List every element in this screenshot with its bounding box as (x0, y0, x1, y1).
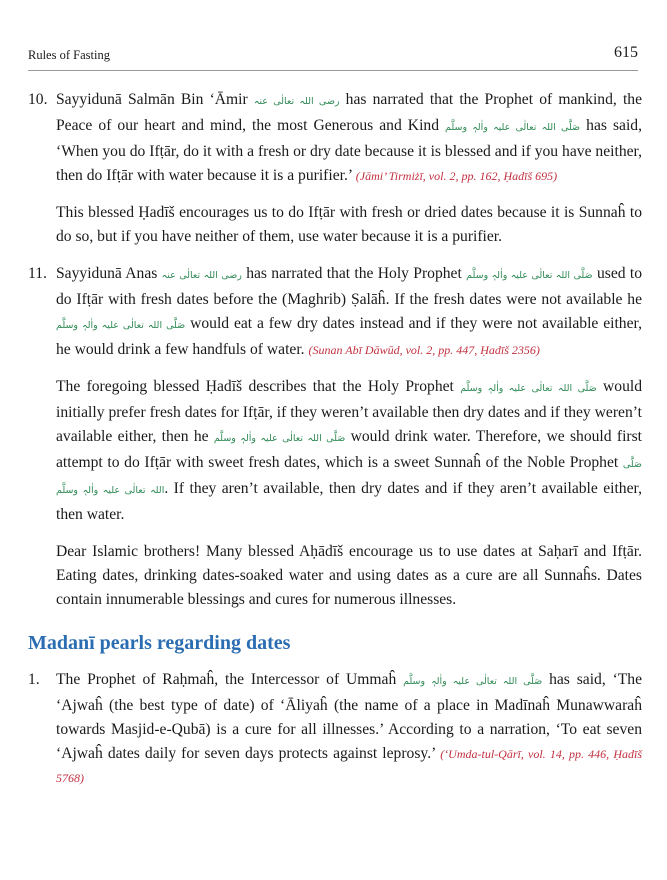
honorific-glyph: صَلَّی اللہ تعالٰی علیہ واٰلہٖ وسلَّم (213, 433, 346, 444)
para-text: The foregoing blessed Ḥadīš describes that the Holy Prophet (56, 378, 461, 395)
honorific-glyph: رضی اللہ تعالٰی عنہ (253, 96, 340, 107)
item-text: has narrated that the Holy Prophet (241, 265, 467, 282)
honorific-glyph: رضی اللہ تعالٰی عنہ (161, 270, 242, 281)
para-text: . If they aren’t available, then dry dates and if they aren’t available either, then water. (56, 480, 642, 523)
item-number: 10. (28, 91, 48, 108)
honorific-glyph: صَلَّی اللہ تعالٰی علیہ واٰلہٖ وسلَّم (56, 459, 642, 496)
reference: (‘Umda-tul-Qārī, vol. 14, pp. 446, Ḥadīš 5768) (56, 747, 642, 785)
item-text: would eat a few dry dates instead and if they were not available either, he would drink a few handfuls of water. (56, 315, 642, 358)
item-text: Sayyidunā Salmān Bin ‘Āmir (56, 91, 254, 108)
pearl-item-1 (28, 668, 642, 790)
item-text: The Prophet of Raḥmaĥ, the Intercessor of Ummaĥ (56, 671, 404, 688)
reference: (Jāmi’ Tirmiżī, vol. 2, pp. 162, Ḥadīš 695) (355, 169, 558, 183)
item-number: 1. (28, 671, 40, 688)
honorific-glyph: صَلَّی اللہ تعالٰی علیہ واٰلہٖ وسلَّم (445, 122, 581, 133)
para-text: would drink water. Therefore, we should first attempt to do Ifṭār with sweet fresh dates, which is a sweet Sunnaĥ of the Noble Prophet (56, 428, 642, 471)
section-heading: Madanī pearls regarding dates (28, 632, 291, 654)
item-text: Sayyidunā Anas (56, 265, 162, 282)
item-text: used to do Ifṭār with fresh dates before the (Maghrib) Ṣalāĥ. If the fresh dates were not available he (56, 265, 642, 308)
item-text: has narrated that the Prophet of mankind, the Peace of our heart and mind, the most Generous and Kind (56, 91, 643, 134)
item-number: 11. (28, 265, 47, 282)
running-title: Rules of Fasting (28, 48, 110, 62)
paragraph-1: This blessed Ḥadīš encourages us to do Ifṭār with fresh or dried dates because it is Sunnaĥ to do so, but if you have neither of them, use water because it is a purifier. (56, 204, 642, 245)
page-number: 615 (614, 44, 638, 61)
honorific-glyph: صَلَّی اللہ تعالٰی علیہ واٰلہٖ وسلَّم (466, 270, 593, 281)
honorific-glyph: صَلَّی اللہ تعالٰی علیہ واٰلہٖ وسلَّم (403, 676, 543, 687)
list-item-10 (28, 88, 642, 188)
reference: (Sunan Abī Dāwūd, vol. 2, pp. 447, Ḥadīš 2356) (308, 343, 540, 357)
honorific-glyph: صَلَّی اللہ تعالٰی علیہ واٰلہٖ وسلَّم (56, 320, 186, 331)
item-text: has said, ‘When you do Ifṭār, do it with a fresh or dry date because it is blessed and if you have neither, then do Ifṭār with water because it is a purifier.’ (56, 117, 642, 184)
paragraph-2 (28, 375, 642, 527)
paragraph-3: Dear Islamic brothers! Many blessed Aḥādīš encourage us to use dates at Saḥarī and Ifṭār. Eating dates, drinking dates-soaked water and using dates as a cure are all Sunnaĥs. Dates contain innumerable blessings and cures for numerous illnesses. (56, 543, 642, 608)
item-text: has said, ‘The ‘Ajwaĥ (the best type of date) of ‘Āliyaĥ (the name of a place in Madīnaĥ Munawwaraĥ towards Masjid-e-Qubā) is a cure for all illnesses.’ According to a narration, ‘To eat seven ‘Ajwaĥ dates daily for seven days protects against leprosy.’ (56, 671, 643, 762)
page-header (28, 46, 638, 72)
header-rule (28, 70, 638, 71)
list-item-11 (28, 262, 642, 362)
honorific-glyph: صَلَّی اللہ تعالٰی علیہ واٰلہٖ وسلَّم (460, 383, 597, 394)
page-body (28, 88, 642, 803)
para-text: would initially prefer fresh dates for Ifṭār, if they weren’t available then dry dates and if they weren’t available either, then he (56, 378, 643, 445)
